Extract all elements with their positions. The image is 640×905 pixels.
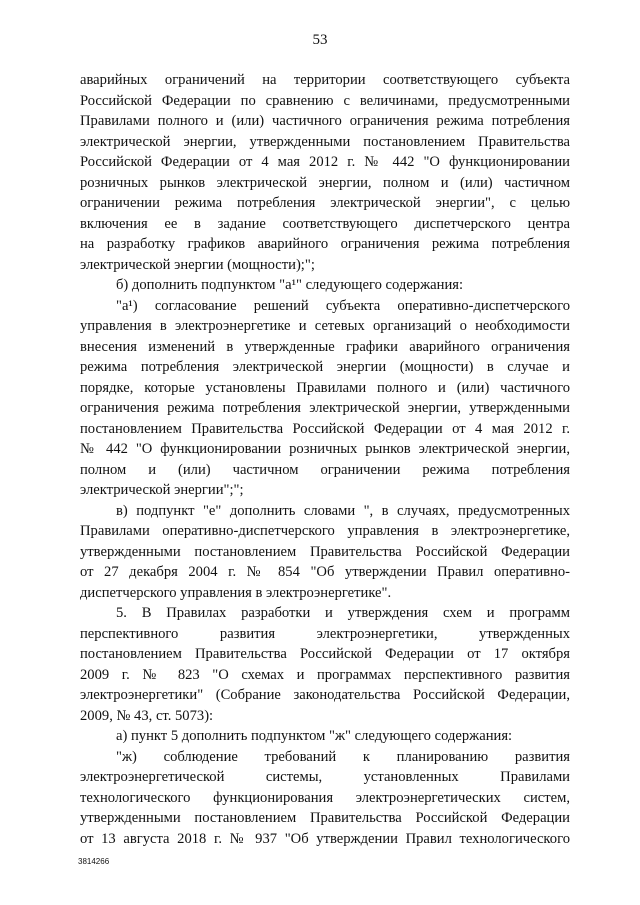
text-line: в) подпункт "е" дополнить словами ", в случаях, предусмотренных bbox=[116, 502, 570, 519]
text-line: Российской Федерации от 4 мая 2012 г. № 442 "О функционировании bbox=[80, 154, 570, 170]
text-line: полном и (или) частичном ограничении режима потребления bbox=[80, 461, 570, 478]
text-line: электрической энергии";"; bbox=[80, 482, 244, 498]
text-line: ограничения режима потребления электрической энергии, утвержденными bbox=[80, 400, 570, 416]
text-line: электрической энергии, утвержденными постановлением Правительства bbox=[80, 133, 570, 150]
text-line: перспективного развития электроэнергетики, утвержденных bbox=[80, 625, 570, 642]
text-line: 2009 г. № 823 "О схемах и программах перспективного развития bbox=[80, 666, 570, 683]
text-line: а) пункт 5 дополнить подпунктом "ж" следующего содержания: bbox=[116, 728, 513, 744]
page-number: 53 bbox=[312, 32, 328, 48]
text-line: постановлением Правительства Российской Федерации от 4 мая 2012 г. bbox=[80, 420, 570, 437]
text-line: аварийных ограничений на территории соответствующего субъекта bbox=[80, 72, 570, 88]
text-line: № 442 "О функционировании розничных рынков электрической энергии, bbox=[80, 441, 570, 457]
text-line: 2009, № 43, ст. 5073): bbox=[80, 707, 214, 724]
text-line: технологического функционирования электроэнергетических систем, bbox=[80, 789, 570, 806]
text-line: постановлением Правительства Российской Федерации от 17 октября bbox=[80, 646, 570, 662]
text-line: электроэнергетической системы, установленных Правилами bbox=[80, 769, 570, 785]
text-line: розничных рынков электрической энергии, полном и (или) частичном bbox=[80, 174, 570, 191]
text-line: Правилами оперативно-диспетчерского управления в электроэнергетике, bbox=[80, 523, 570, 539]
text-line: диспетчерского управления в электроэнергетике". bbox=[80, 584, 392, 601]
text-line: б) дополнить подпунктом "а¹" следующего содержания: bbox=[116, 277, 464, 293]
text-line: от 13 августа 2018 г. № 937 "Об утверждении Правил технологического bbox=[80, 830, 570, 847]
text-line: включения ее в задание соответствующего диспетчерского центра bbox=[80, 215, 570, 232]
text-line: управления в электроэнергетике и сетевых организаций о необходимости bbox=[80, 318, 570, 334]
text-line: утвержденными постановлением Правительства Российской Федерации bbox=[80, 543, 570, 560]
text-line: Российской Федерации по сравнению с величинами, предусмотренными bbox=[80, 92, 570, 109]
text-line: порядке, которые установлены Правилами полного и (или) частичного bbox=[80, 379, 570, 396]
text-line: Правилами полного и (или) частичного ограничения режима потребления bbox=[80, 113, 570, 129]
document-code: 3814266 bbox=[78, 857, 110, 866]
text-line: утвержденными постановлением Правительства Российской Федерации bbox=[80, 810, 570, 826]
text-line: ограничении режима потребления электрической энергии", с целью bbox=[80, 195, 570, 211]
text-line: электроэнергетики" (Собрание законодательства Российской Федерации, bbox=[80, 687, 570, 703]
text-line: на разработку графиков аварийного ограничения режима потребления bbox=[80, 236, 570, 252]
text-line: "ж) соблюдение требований к планированию развития bbox=[116, 748, 570, 765]
text-line: от 27 декабря 2004 г. № 854 "Об утверждении Правил оперативно- bbox=[80, 564, 570, 580]
text-line: 5. В Правилах разработки и утверждения схем и программ bbox=[116, 605, 570, 621]
document-body bbox=[80, 70, 570, 849]
text-line: "а¹) согласование решений субъекта оперативно-диспетчерского bbox=[116, 297, 570, 314]
text-line: внесения изменений в утвержденные графики аварийного ограничения bbox=[80, 338, 570, 355]
text-line: режима потребления электрической энергии (мощности) в случае и bbox=[80, 359, 570, 375]
text-line: электрической энергии (мощности);"; bbox=[80, 256, 315, 273]
